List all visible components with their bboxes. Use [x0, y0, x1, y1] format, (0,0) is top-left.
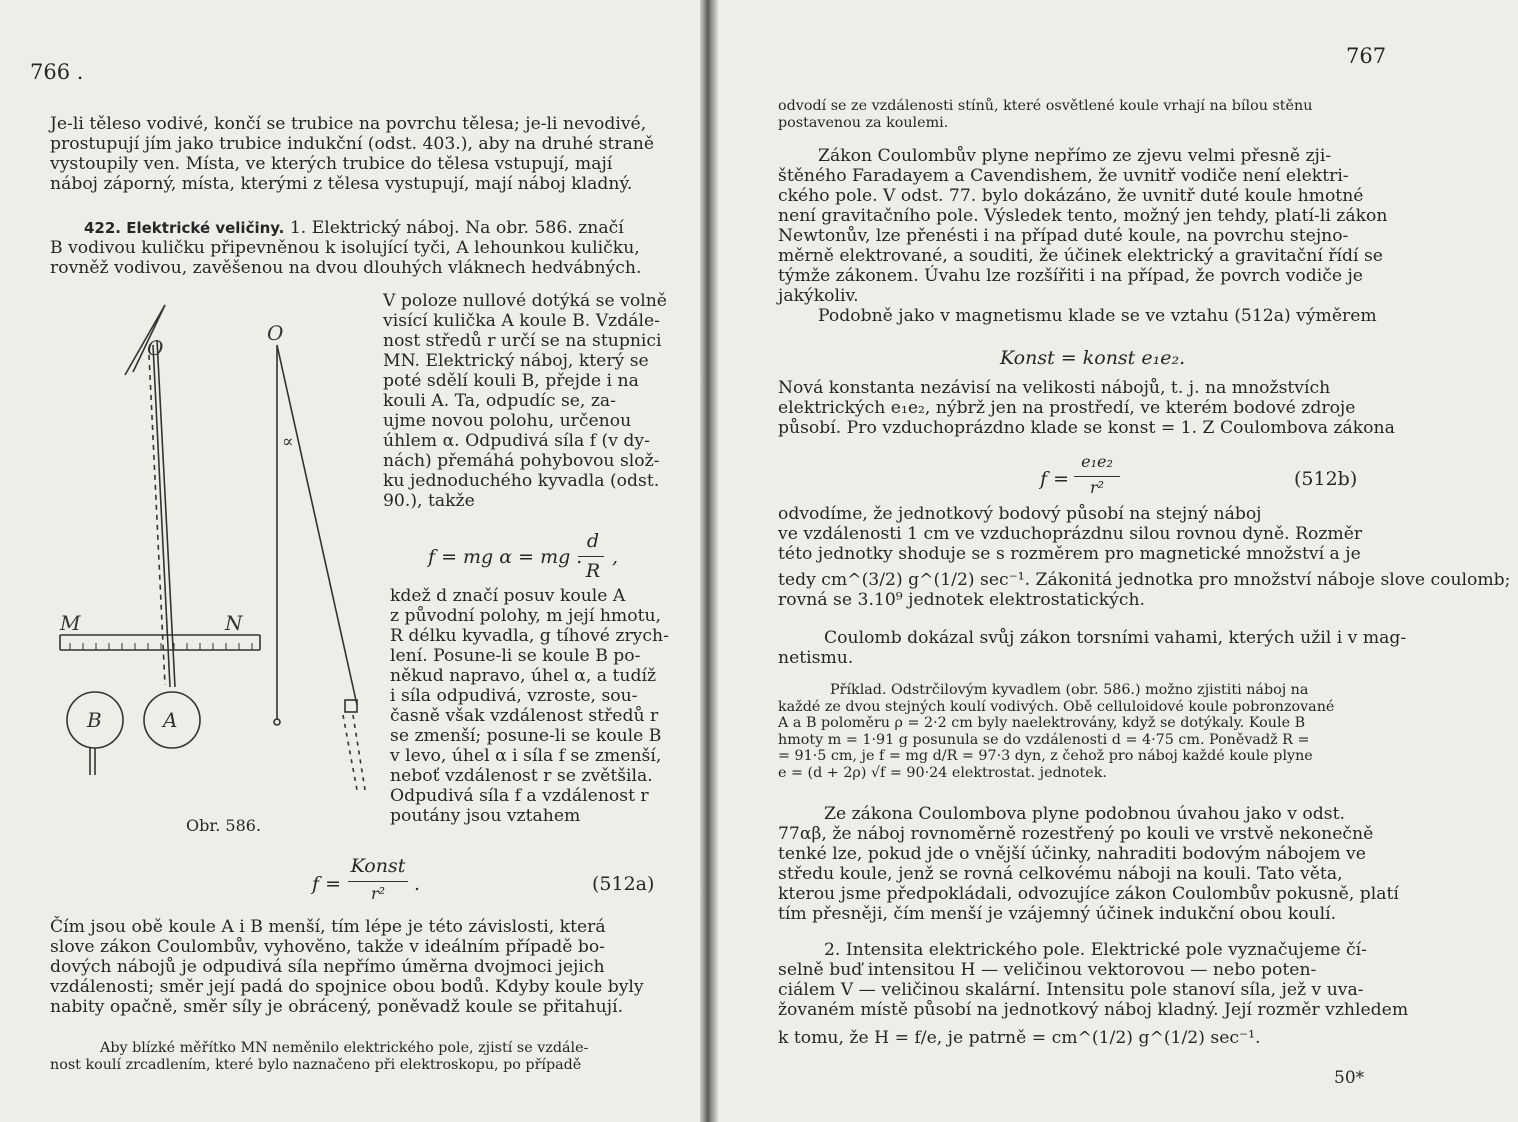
- text-line: kdež d značí posuv koule A: [390, 586, 626, 606]
- text-line: B vodivou kuličku připevněnou k isolující tyči, A lehounkou kuličku,: [50, 238, 640, 258]
- paragraph-5: [778, 628, 1406, 668]
- section-heading-line: [84, 218, 624, 238]
- equation-num: d: [586, 530, 600, 552]
- text-line: V poloze nullové dotýká se volně: [383, 291, 667, 311]
- intro-paragraph: [50, 114, 654, 194]
- text-line: 2. Intensita elektrického pole. Elektrické pole vyznačujeme čí-: [824, 940, 1367, 960]
- right-page: [718, 0, 1518, 1122]
- text-line: rovná se 3.10⁹ jednotek elektrostatických.: [778, 590, 1146, 610]
- section-paragraph: [50, 238, 641, 278]
- text-line: selně buď intensitou H — veličinou vektorovou — nebo poten-: [778, 960, 1317, 980]
- page-number-right: 767: [1346, 44, 1387, 68]
- pendulum-deflected: [277, 345, 357, 705]
- text-line: žovaném místě působí na jednotkový náboj kladný. Její rozměr vzhledem: [778, 1000, 1409, 1020]
- text-line: Čím jsou obě koule A i B menší, tím lépe je této závislosti, která: [50, 917, 606, 937]
- text-line: úhlem α. Odpudivá síla f (v dy-: [383, 431, 650, 451]
- text-line: MN. Elektrický náboj, který se: [383, 351, 649, 371]
- paragraph-7: [778, 940, 1408, 1048]
- text-line: 1. Elektrický náboj. Na obr. 586. značí: [289, 218, 624, 238]
- text-line: dových nábojů je odpudivá síla nepřímo úměrna dvojmoci jejich: [50, 957, 605, 977]
- text-line: tenké lze, pokud jde o vnější účinky, nahraditi bodovým nábojem ve: [778, 844, 1366, 864]
- text-line: netismu.: [778, 648, 854, 668]
- text-line: neboť vzdálenost r se zvětšila.: [390, 766, 653, 786]
- equation-512b-num: e₁e₂: [1081, 452, 1113, 471]
- example-box: [778, 682, 1334, 782]
- label-alpha: ∝: [282, 432, 294, 452]
- text-line: tím přesněji, čím menší je vzájemný účinek indukční obou koulí.: [778, 904, 1337, 924]
- text-line: 90.), takže: [383, 491, 475, 511]
- text-line: není gravitačního pole. Výsledek tento, možný jen tehdy, platí-li zákon: [778, 206, 1388, 226]
- text-line: této jednotky shoduje se s rozměrem pro magnetické množství a je: [778, 544, 1361, 564]
- text-line: R délku kyvadla, g tíhové zrych-: [390, 626, 669, 646]
- scale-ticks: [70, 643, 252, 650]
- text-line: odvodí se ze vzdálenosti stínů, které osvětlené koule vrhají na bílou stěnu: [778, 98, 1313, 114]
- text-line: kterou jsme předpokládali, odvozujíce zákon Coulombův pokusně, platí: [778, 884, 1399, 904]
- label-N: N: [225, 611, 243, 635]
- text-line: štěného Faradayem a Cavendishem, že uvnitř vodiče není elektri-: [778, 166, 1349, 186]
- text-line: postavenou za koulemi.: [778, 114, 949, 131]
- text-line: měrně elektrované, a souditi, že účinek elektrický a gravitační řídí se: [778, 246, 1383, 266]
- equation-512a-tail: .: [414, 873, 421, 895]
- text-line: ujme novou polohu, určenou: [383, 411, 632, 431]
- text-line: v levo, úhel α i síla f se zmenší,: [390, 746, 662, 766]
- side-column-a: [383, 291, 667, 511]
- section-heading: 422. Elektrické veličiny.: [84, 219, 285, 237]
- text-line: elektrických e₁e₂, nýbrž jen na prostředí, ve kterém bodové zdroje: [778, 398, 1356, 418]
- equation-force-pendulum: [428, 546, 582, 568]
- text-line: hmoty m = 1·91 g posunula se do vzdálenosti d = 4·75 cm. Poněvadž R =: [778, 731, 1310, 748]
- text-line: týmže zákonem. Úvahu lze rozšířiti i na případ, že povrch vodiče je: [778, 266, 1363, 286]
- paragraph-4: [778, 504, 1510, 610]
- text-line: Příklad. Odstrčilovým kyvadlem (obr. 586.) možno zjistiti náboj na: [830, 682, 1309, 698]
- label-M: M: [60, 611, 81, 635]
- text-line: odvodíme, že jednotkový bodový působí na stejný náboj: [778, 504, 1262, 524]
- equation-tail: ,: [612, 546, 619, 568]
- paragraph-3: [778, 378, 1395, 438]
- text-line: Ze zákona Coulombova plyne podobnou úvahou jako v odst.: [824, 804, 1345, 824]
- equation-512a-den: r²: [370, 884, 386, 903]
- text-line: vystoupily ven. Místa, ve kterých trubice do tělesa vstupují, mají: [50, 154, 613, 174]
- equation-512a-num: Konst: [350, 855, 406, 877]
- text-line: náboj záporný, místa, kterými z tělesa vystupují, mají náboj kladný.: [50, 174, 633, 194]
- text-line: lení. Posune-li se koule B po-: [390, 646, 641, 666]
- coulomb-law-paragraph: [50, 917, 644, 1017]
- equation-512a-number: (512a): [592, 873, 655, 895]
- signature-mark: 50*: [1334, 1068, 1365, 1088]
- text-line: ve vzdálenosti 1 cm ve vzduchoprázdnu silou rovnou dyně. Rozměr: [778, 524, 1363, 544]
- equation-den: R: [585, 560, 601, 582]
- fraction-bar: [348, 881, 408, 882]
- text-line: kouli A. Ta, odpudíc se, za-: [383, 391, 616, 411]
- label-O-right: O: [267, 321, 284, 345]
- text-line: e = (d + 2ρ) √f = 90·24 elektrostat. jednotek.: [778, 764, 1107, 781]
- text-line: Nová konstanta nezávisí na velikosti nábojů, t. j. na množstvích: [778, 378, 1331, 398]
- text-line: ckého pole. V odst. 77. bylo dokázáno, že uvnitř duté koule hmotné: [778, 186, 1364, 206]
- label-B: B: [87, 708, 102, 732]
- text-line: prostupují jím jako trubice indukční (odst. 403.), aby na druhé straně: [50, 134, 655, 154]
- figure-586: [45, 295, 375, 840]
- text-line: nách) přemáhá pohybovou slož-: [383, 451, 660, 471]
- text-line: Zákon Coulombův plyne nepřímo ze zjevu velmi přesně zji-: [818, 146, 1332, 166]
- text-line: se zmenší; posune-li se koule B: [390, 726, 662, 746]
- text-line: Podobně jako v magnetismu klade se ve vztahu (512a) výměrem: [818, 306, 1377, 326]
- text-line: k tomu, že H = f/e, je patrně = cm^(1/2) g^(1/2) sec⁻¹.: [778, 1028, 1261, 1048]
- text-line: nost středů r určí se na stupnici: [383, 331, 662, 351]
- side-column-b: [390, 586, 669, 826]
- text-line: Je-li těleso vodivé, končí se trubice na povrchu tělesa; je-li nevodivé,: [50, 114, 647, 134]
- text-line: tedy cm^(3/2) g^(1/2) sec⁻¹. Zákonitá jednotka pro množství náboje slove coulomb;: [778, 570, 1511, 590]
- label-A: A: [163, 708, 178, 732]
- text-line: poutány jsou vztahem: [390, 806, 581, 826]
- continued-footnote: [778, 98, 1312, 131]
- figure-caption: Obr. 586.: [186, 816, 262, 835]
- left-page: [0, 0, 700, 1122]
- text-line: středu koule, jenž se rovná celkovému náboji na kouli. Tato věta,: [778, 864, 1343, 884]
- text-line: časně však vzdálenost středů r: [390, 706, 659, 726]
- text-line: nost koulí zrcadlením, které bylo naznačeno při elektroskopu, po případě: [50, 1056, 582, 1073]
- text-line: i síla odpudivá, vzroste, sou-: [390, 686, 638, 706]
- text-line: Aby blízké měřítko MN neměnilo elektrického pole, zjistí se vzdále-: [100, 1040, 589, 1056]
- paragraph-6: [778, 804, 1399, 924]
- text-line: = 91·5 cm, je f = mg d/R = 97·3 dyn, z čehož pro náboj každé koule plyne: [778, 748, 1313, 765]
- equation-lhs: f = mg α = mg .: [428, 546, 583, 568]
- text-line: visící kulička A koule B. Vzdále-: [383, 311, 660, 331]
- equation-512a-lhs: f =: [312, 873, 341, 895]
- text-line: z původní polohy, m její hmotu,: [390, 606, 662, 626]
- equation-konst: Konst = konst e₁e₂.: [1000, 347, 1186, 369]
- text-line: nabity opačně, směr síly je obrácený, poněvadž koule se přitahují.: [50, 997, 624, 1017]
- text-line: každé ze dvou stejných koulí vodivých. Obě celluloidové koule pobronzované: [778, 698, 1335, 715]
- fraction-bar: [578, 556, 604, 557]
- text-line: Coulomb dokázal svůj zákon torsními vahami, kterých užil i v mag-: [824, 628, 1407, 648]
- text-line: Odpudivá síla f a vzdálenost r: [390, 786, 649, 806]
- text-line: Newtonův, lze přenésti i na případ duté koule, na povrchu stejno-: [778, 226, 1349, 246]
- fraction-bar: [1074, 476, 1120, 477]
- text-line: A a B poloměru ρ = 2·2 cm byly naelektrovány, když se dotýkaly. Koule B: [778, 715, 1306, 732]
- text-line: vzdálenosti; směr její padá do spojnice obou bodů. Kdyby koule byly: [50, 977, 644, 997]
- equation-512b-lhs: f =: [1040, 468, 1069, 490]
- label-O-left: O: [147, 336, 164, 360]
- equation-512b-den: r²: [1089, 478, 1105, 497]
- text-line: působí. Pro vzduchoprázdno klade se konst = 1. Z Coulombova zákona: [778, 418, 1395, 438]
- paragraph-1: [778, 146, 1387, 326]
- text-line: rovněž vodivou, zavěšenou na dvou dlouhých vláknech hedvábných.: [50, 258, 642, 278]
- text-line: slove zákon Coulombův, vyhověno, takže v ideálním případě bo-: [50, 937, 605, 957]
- text-line: jakýkoliv.: [778, 286, 859, 306]
- footnote: [50, 1040, 588, 1073]
- text-line: 77αβ, že náboj rovnoměrně rozestřený po kouli ve vrstvě nekonečně: [778, 824, 1374, 844]
- text-line: ciálem V — veličinou skalární. Intensitu pole stanoví síla, jež v uva-: [778, 980, 1364, 1000]
- equation-512b-number: (512b): [1294, 468, 1358, 490]
- text-line: někud napravo, úhel α, a tudíž: [390, 666, 657, 686]
- text-line: ku jednoduchého kyvadla (odst.: [383, 471, 660, 491]
- text-line: poté sdělí kouli B, přejde i na: [383, 371, 639, 391]
- book-gutter: [700, 0, 718, 1122]
- page-number-left: 766 .: [30, 60, 84, 84]
